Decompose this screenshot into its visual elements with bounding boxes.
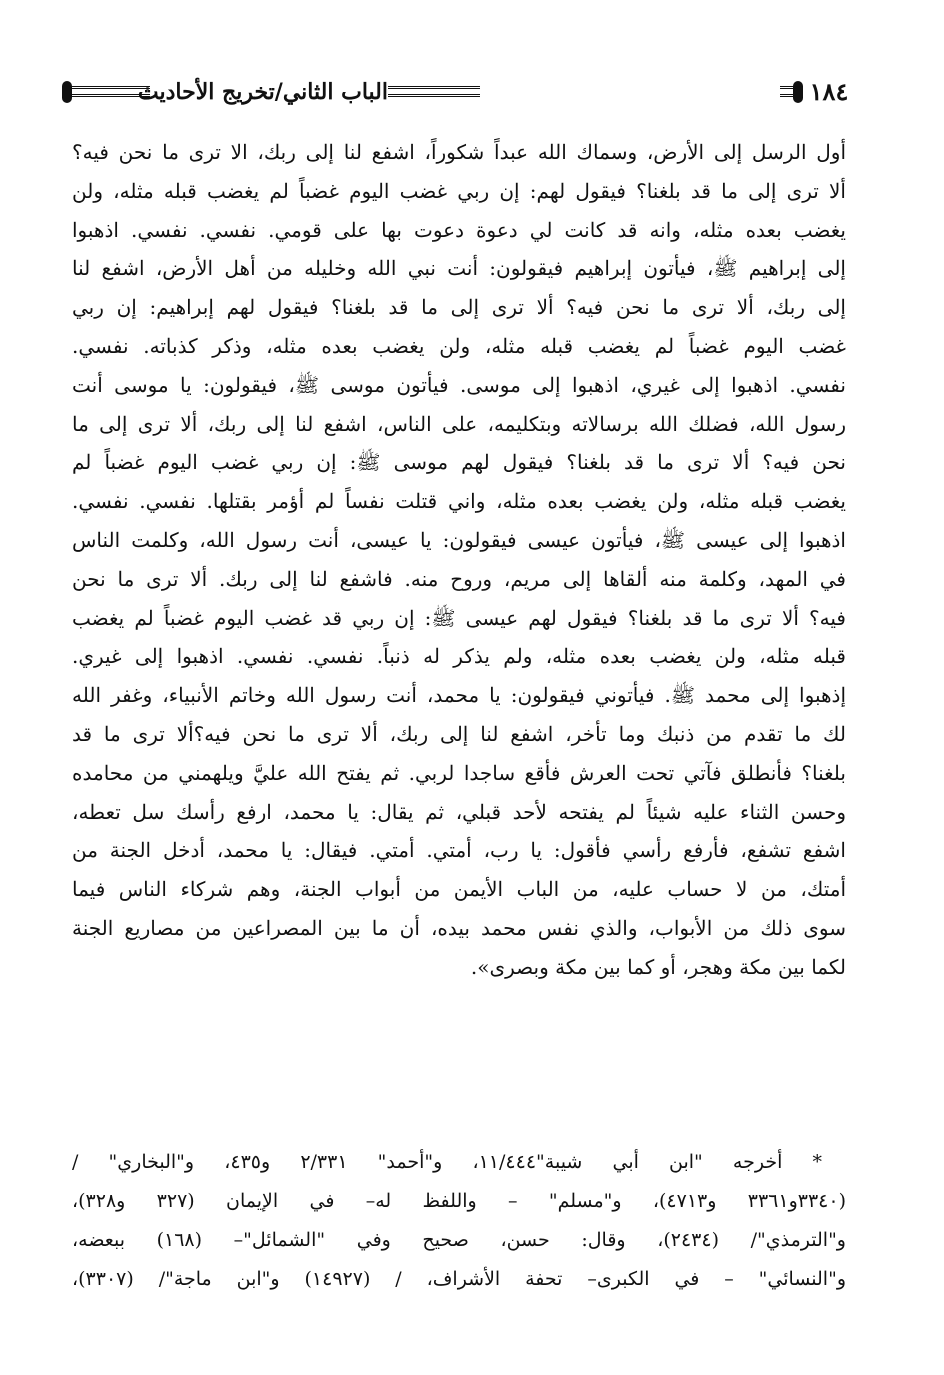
text-line: في المهد، وكلمة منه ألقاها إلى مريم، وروح منه. فاشفع لنا إلى ربك. ألا ترى ما نحن (72, 566, 846, 591)
text-line: يغضب بعده مثله، وانه قد كانت لي دعوة دعوت بها على قومي. نفسي. نفسي. اذهبوا (72, 217, 846, 242)
header-rule-right (780, 86, 793, 97)
footnote-line: و"النسائي" – في الكبرى– تحفة الأشراف، / (١٤٩٢٧) و"ابن ماجة"/ (٣٣٠٧)، (72, 1268, 846, 1290)
header-rule-middle (388, 86, 480, 97)
header-ornament-left (62, 81, 72, 103)
text-line: وحسن الثناء عليه شيئاً لم يفتحه لأحد قبلي، ثم يقال: يا محمد، ارفع رأسك سل تعطه، (72, 799, 846, 824)
footnote-line: * أخرجه "ابن أبي شيبة"١١/٤٤٤، و"أحمد" ٢/٣٣١ و٤٣٥، و"البخاري" / (72, 1151, 822, 1173)
text-line: يغضب قبله مثله، ولن يغضب بعده مثله، واني قتلت نفساً لم أؤمر بقتلها. نفسي. نفسي. (72, 489, 846, 514)
header-ornament-right (793, 81, 803, 103)
running-header (58, 66, 849, 118)
text-line: سوى ذلك من الأبواب، والذي نفس محمد بيده، أن ما بين المصراعين من مصاريع الجنة (72, 915, 846, 940)
text-line: بلغنا؟ فأنطلق فآتي تحت العرش فأقع ساجدا لربي. ثم يفتح الله عليَّ ويلهمني من محامده (72, 760, 846, 785)
footnote-line: (٣٣٤٠و٣٣٦١ و٤٧١٣)، و"مسلم" – واللفظ له– في الإيمان (٣٢٧ و٣٢٨)، (72, 1190, 847, 1212)
footnote-line: و"الترمذي"/ (٢٤٣٤)، وقال: حسن، صحيح وفي "الشمائل"– (١٦٨) ببعضه، (72, 1229, 846, 1251)
text-line: رسول الله، فضلك الله برسالاته وبتكليمه، على الناس، اشفع لنا إلى ربك، ألا ترى إلى ما (72, 411, 846, 436)
text-line: أول الرسل إلى الأرض، وسماك الله عبداً شكوراً، اشفع لنا إلى ربك، الا ترى ما نحن فيه؟ (72, 140, 846, 164)
text-line: قبله مثله، ولن يغضب بعده مثله، ولم يذكر له ذنباً. نفسي. نفسي. اذهبوا إلى غيري. (72, 644, 846, 669)
text-line: غضب اليوم غضباً لم يغضب قبله مثله، ولن يغضب بعده مثله، وذكر كذباته. نفسي. (72, 333, 846, 358)
text-line: إذهبوا إلى محمد ﷺ. فيأتوني فيقولون: يا محمد، أنت رسول الله وخاتم الأنبياء، وغفر الله (72, 683, 846, 708)
footnote (72, 1143, 846, 1299)
chapter-title: الباب الثاني/تخريج الأحاديث (137, 79, 388, 105)
text-line: إلى إبراهيم ﷺ، فيأتون إبراهيم فيقولون: أنت نبي الله وخليله من أهل الأرض، اشفع لنا (72, 256, 846, 281)
text-line: نفسي. اذهبوا إلى غيري، اذهبوا إلى موسى. فيأتون موسى ﷺ، فيقولون: يا موسى أنت (72, 372, 846, 397)
text-line: أمتك، من لا حساب عليه، من الباب الأيمن من أبواب الجنة، وهم شركاء الناس فيما (72, 877, 846, 902)
text-line: إلى ربك، ألا ترى ما نحن فيه؟ ألا ترى إلى ما قد بلغنا؟ فيقول لهم إبراهيم: إن ربي (72, 295, 846, 320)
text-line: اشفع تشفع، فأرفع رأسي فأقول: يا رب، أمتي. أمتي. فيقال: يا محمد، أدخل الجنة من (72, 838, 846, 863)
text-line: لك ما تقدم من ذنبك وما تأخر، اشفع لنا إلى ربك، ألا ترى ما نحن فيه؟ألا ترى ما قد (72, 721, 846, 746)
text-line: اذهبوا إلى عيسى ﷺ، فيأتون عيسى فيقولون: يا عيسى، أنت رسول الله، وكلمت الناس (72, 527, 846, 552)
text-line: نحن فيه؟ ألا ترى ما قد بلغنا؟ فيقول لهم موسى ﷺ: إن ربي غضب اليوم غضباً لم (72, 450, 846, 475)
main-text (72, 133, 846, 987)
text-line: فيه؟ ألا ترى ما قد بلغنا؟ فيقول لهم عيسى ﷺ: إن ربي قد غضب اليوم غضباً لم يغضب (72, 605, 846, 630)
text-line-last: لكما بين مكة وهجر، أو كما بين مكة وبصرى». (470, 954, 846, 979)
page-number: ١٨٤ (809, 77, 849, 106)
text-line: ألا ترى إلى ما قد بلغنا؟ فيقول لهم: إن ربي غضب اليوم غضباً لم يغضب قبله مثله، ولن (72, 178, 846, 203)
